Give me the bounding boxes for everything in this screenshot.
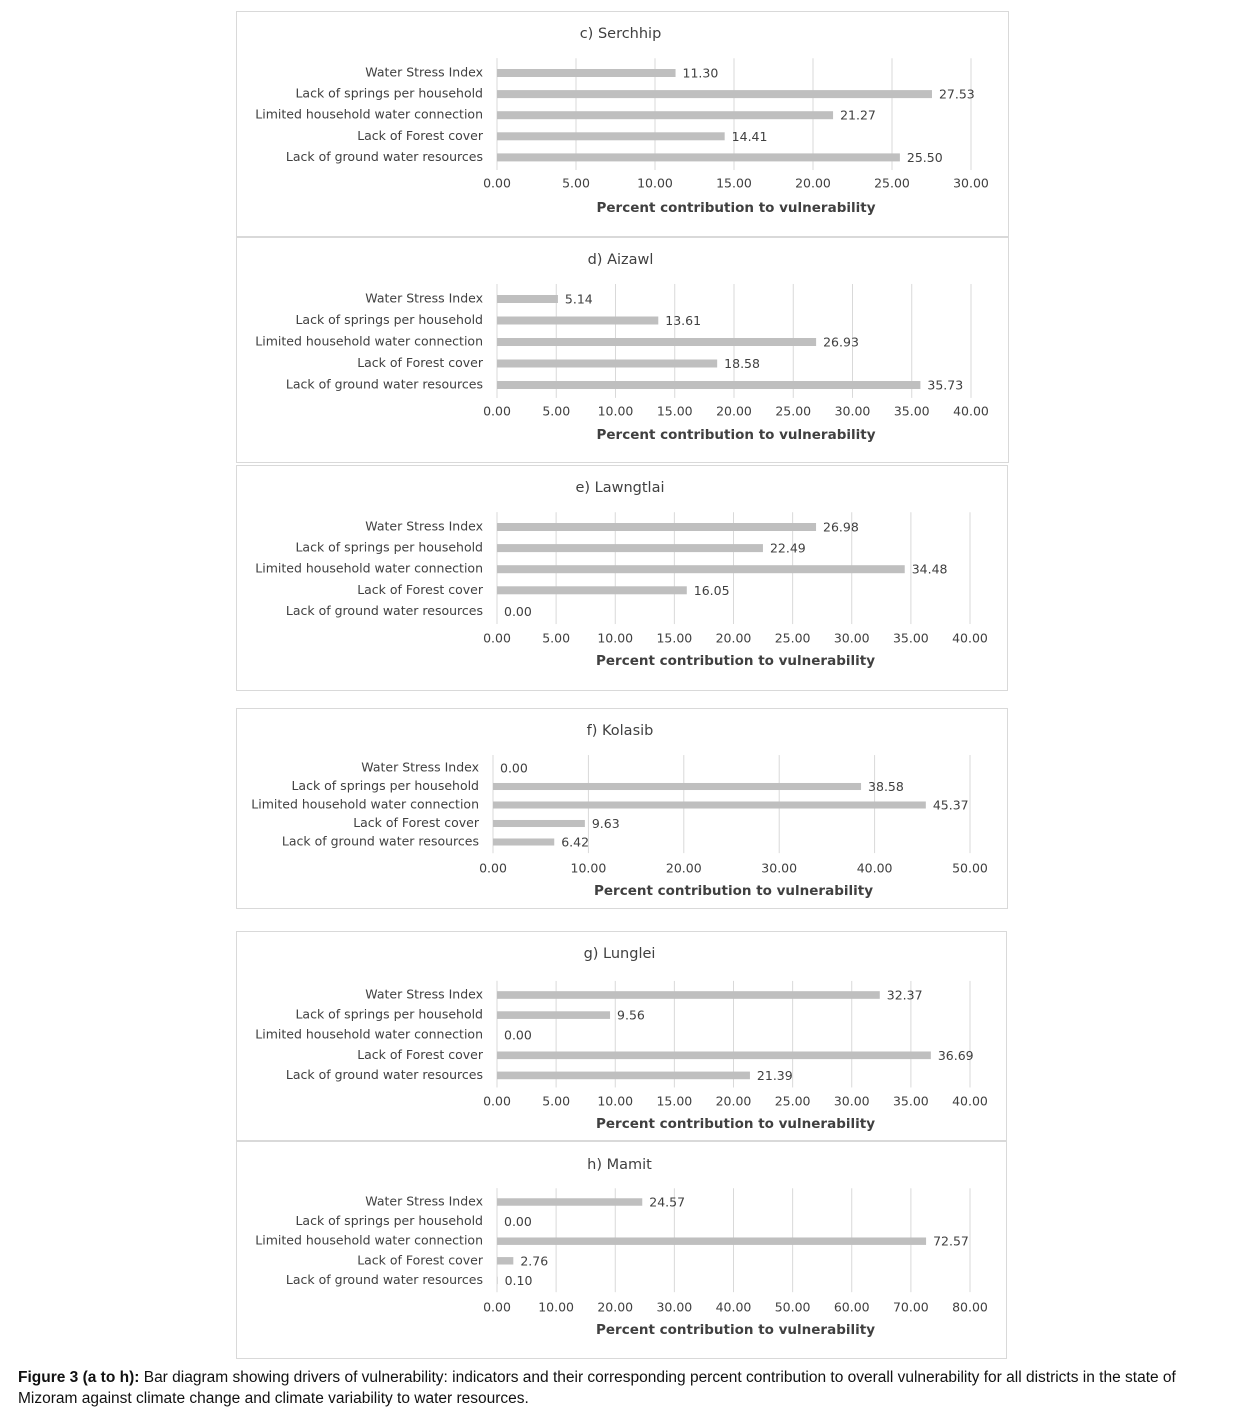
- category-label: Lack of springs per household: [295, 539, 483, 555]
- category-label: Lack of ground water resources: [285, 1271, 483, 1287]
- chart-panel-serchhip: [236, 11, 1009, 237]
- bar: [493, 838, 554, 845]
- x-tick-label: 40.00: [856, 860, 893, 876]
- data-label: 13.61: [665, 313, 702, 328]
- x-tick-label: 30.00: [834, 403, 871, 419]
- chart-panel-lawngtlai: [236, 465, 1008, 691]
- chart-panel-aizawl: [236, 237, 1009, 463]
- category-label: Lack of ground water resources: [285, 602, 483, 618]
- category-label: Lack of Forest cover: [357, 127, 483, 143]
- bar: [497, 69, 676, 77]
- x-tick-label: 30.00: [833, 1093, 870, 1109]
- x-tick-label: 20.00: [715, 1093, 752, 1109]
- bar: [493, 801, 926, 808]
- x-tick-label: 25.00: [775, 403, 812, 419]
- x-axis-title: Percent contribution to vulnerability: [596, 200, 876, 216]
- data-label: 21.27: [840, 107, 876, 123]
- chart-svg: [237, 12, 1008, 236]
- x-tick-label: 10.00: [570, 860, 607, 876]
- category-label: Lack of Forest cover: [357, 1252, 483, 1268]
- data-label: 24.57: [649, 1194, 686, 1210]
- bar: [497, 381, 920, 389]
- data-label: 21.39: [756, 1067, 793, 1083]
- bar: [497, 523, 816, 531]
- chart-title: e) Lawngtlai: [575, 480, 665, 496]
- bar: [497, 1072, 750, 1080]
- x-tick-label: 0.00: [483, 630, 511, 646]
- category-label: Lack of springs per household: [295, 1213, 483, 1229]
- category-label: Lack of Forest cover: [357, 581, 483, 597]
- x-tick-label: 25.00: [774, 630, 811, 646]
- x-tick-label: 40.00: [953, 403, 989, 419]
- x-tick-label: 15.00: [656, 1093, 693, 1109]
- x-tick-label: 20.00: [715, 630, 752, 646]
- bar: [497, 1237, 926, 1244]
- bar: [497, 1257, 513, 1264]
- data-label: 0.00: [500, 760, 528, 776]
- data-label: 36.69: [937, 1047, 974, 1063]
- chart-svg: [237, 709, 1007, 908]
- x-tick-label: 40.00: [715, 1299, 752, 1315]
- bar: [497, 991, 880, 999]
- chart-panel-mamit: [236, 1141, 1007, 1359]
- chart-svg: [237, 466, 1007, 690]
- x-tick-label: 10.00: [538, 1299, 575, 1315]
- category-label: Limited household water connection: [255, 106, 483, 122]
- category-label: Lack of ground water resources: [281, 833, 479, 849]
- bar: [497, 317, 658, 325]
- x-tick-label: 50.00: [952, 860, 988, 876]
- x-tick-label: 10.00: [597, 1093, 634, 1109]
- x-tick-label: 0.00: [483, 403, 511, 419]
- data-label: 6.42: [561, 834, 590, 850]
- x-tick-label: 30.00: [833, 630, 870, 646]
- bar: [497, 360, 717, 368]
- category-label: Limited household water connection: [251, 796, 479, 812]
- x-tick-label: 80.00: [952, 1299, 988, 1315]
- chart-panel-kolasib: [236, 708, 1008, 909]
- x-tick-label: 20.00: [795, 175, 831, 191]
- data-label: 0.10: [504, 1272, 533, 1288]
- figure-caption-text: Bar diagram showing drivers of vulnerability: indicators and their corresponding percent contribution to overall vulnerability for all districts in the state of Mizoram against climate change and climate variability to water resources.: [18, 1369, 1176, 1407]
- x-tick-label: 20.00: [716, 403, 752, 419]
- x-axis-title: Percent contribution to vulnerability: [596, 653, 875, 669]
- x-tick-label: 40.00: [952, 630, 988, 646]
- data-label: 25.50: [906, 149, 943, 165]
- category-label: Lack of ground water resources: [285, 1066, 483, 1082]
- bar: [497, 1051, 931, 1059]
- category-label: Lack of Forest cover: [357, 1046, 483, 1062]
- chart-title: g) Lunglei: [583, 946, 656, 962]
- data-label: 26.98: [823, 519, 859, 535]
- chart-panel-lunglei: [236, 931, 1007, 1141]
- x-tick-label: 30.00: [761, 860, 798, 876]
- chart-title: d) Aizawl: [587, 252, 654, 268]
- data-label: 72.57: [933, 1233, 969, 1249]
- figure-caption: [18, 1367, 1230, 1409]
- x-tick-label: 5.00: [542, 403, 571, 419]
- category-label: Water Stress Index: [365, 518, 483, 534]
- category-label: Lack of springs per household: [295, 85, 483, 101]
- data-label: 14.41: [731, 128, 768, 144]
- x-tick-label: 15.00: [716, 175, 752, 191]
- category-label: Water Stress Index: [365, 986, 483, 1002]
- x-tick-label: 40.00: [952, 1093, 988, 1109]
- data-label: 9.56: [617, 1007, 645, 1023]
- x-axis-title: Percent contribution to vulnerability: [596, 427, 876, 443]
- bar: [497, 586, 687, 594]
- x-axis-title: Percent contribution to vulnerability: [596, 1322, 875, 1338]
- x-tick-label: 20.00: [665, 860, 702, 876]
- category-label: Lack of ground water resources: [285, 148, 483, 164]
- x-tick-label: 10.00: [637, 175, 673, 191]
- category-label: Lack of springs per household: [291, 778, 479, 793]
- x-tick-label: 5.00: [542, 630, 571, 646]
- category-label: Limited household water connection: [255, 333, 483, 349]
- category-label: Lack of Forest cover: [353, 815, 479, 830]
- category-label: Water Stress Index: [365, 290, 483, 306]
- bar: [493, 820, 585, 827]
- data-label: 5.14: [564, 291, 593, 307]
- chart-title: f) Kolasib: [586, 723, 654, 739]
- x-tick-label: 30.00: [953, 175, 989, 191]
- x-tick-label: 10.00: [597, 630, 634, 646]
- chart-title: c) Serchhip: [579, 26, 662, 42]
- chart-title: h) Mamit: [587, 1157, 652, 1173]
- data-label: 22.49: [769, 540, 806, 556]
- x-tick-label: 35.00: [892, 630, 929, 646]
- x-tick-label: 30.00: [656, 1299, 693, 1315]
- bar: [497, 338, 816, 346]
- x-tick-label: 10.00: [597, 403, 634, 419]
- x-axis-title: Percent contribution to vulnerability: [596, 1116, 875, 1132]
- category-label: Lack of Forest cover: [357, 355, 483, 370]
- x-axis-title: Percent contribution to vulnerability: [594, 883, 873, 899]
- bar: [497, 1011, 610, 1019]
- x-tick-label: 20.00: [597, 1299, 634, 1315]
- data-label: 0.00: [504, 1214, 532, 1230]
- figure-caption-label: Figure 3 (a to h):: [18, 1369, 140, 1386]
- category-label: Lack of springs per household: [295, 1006, 483, 1022]
- category-label: Lack of ground water resources: [285, 376, 483, 392]
- category-label: Water Stress Index: [361, 759, 479, 775]
- x-tick-label: 0.00: [483, 1299, 511, 1315]
- bar: [497, 90, 932, 98]
- x-tick-label: 70.00: [892, 1299, 929, 1315]
- category-label: Limited household water connection: [255, 560, 483, 576]
- data-label: 27.53: [938, 86, 975, 102]
- x-tick-label: 15.00: [656, 403, 693, 419]
- category-label: Limited household water connection: [255, 1026, 483, 1042]
- data-label: 11.30: [682, 65, 719, 81]
- x-tick-label: 35.00: [893, 403, 930, 419]
- data-label: 2.76: [520, 1253, 549, 1269]
- category-label: Water Stress Index: [365, 1193, 483, 1209]
- x-tick-label: 25.00: [774, 1093, 811, 1109]
- category-label: Water Stress Index: [365, 64, 483, 80]
- x-tick-label: 0.00: [479, 860, 507, 876]
- data-label: 0.00: [504, 603, 532, 619]
- bar: [497, 544, 763, 552]
- x-tick-label: 50.00: [774, 1299, 811, 1315]
- data-label: 18.58: [724, 356, 760, 371]
- data-label: 45.37: [932, 797, 969, 813]
- chart-svg: [237, 238, 1008, 462]
- category-label: Limited household water connection: [255, 1232, 483, 1248]
- x-tick-label: 60.00: [833, 1299, 870, 1315]
- x-tick-label: 0.00: [483, 175, 511, 191]
- chart-svg: [237, 1142, 1006, 1358]
- x-tick-label: 35.00: [892, 1093, 929, 1109]
- bar: [497, 1277, 498, 1284]
- chart-svg: [237, 932, 1006, 1140]
- x-tick-label: 0.00: [483, 1093, 511, 1109]
- bar: [497, 153, 900, 161]
- category-label: Lack of springs per household: [295, 312, 483, 327]
- bar: [497, 132, 725, 140]
- data-label: 16.05: [693, 582, 730, 598]
- data-label: 0.00: [504, 1027, 532, 1043]
- bar: [497, 111, 833, 119]
- data-label: 26.93: [823, 334, 859, 350]
- x-tick-label: 15.00: [656, 630, 693, 646]
- data-label: 9.63: [591, 816, 620, 831]
- x-tick-label: 5.00: [542, 1093, 571, 1109]
- bar: [497, 295, 558, 303]
- x-tick-label: 5.00: [562, 175, 590, 191]
- bar: [497, 1198, 642, 1205]
- data-label: 35.73: [927, 377, 964, 393]
- data-label: 34.48: [911, 561, 948, 577]
- bar: [493, 783, 861, 790]
- bar: [497, 565, 905, 573]
- x-tick-label: 25.00: [874, 175, 910, 191]
- data-label: 38.58: [868, 779, 904, 794]
- data-label: 32.37: [886, 987, 923, 1003]
